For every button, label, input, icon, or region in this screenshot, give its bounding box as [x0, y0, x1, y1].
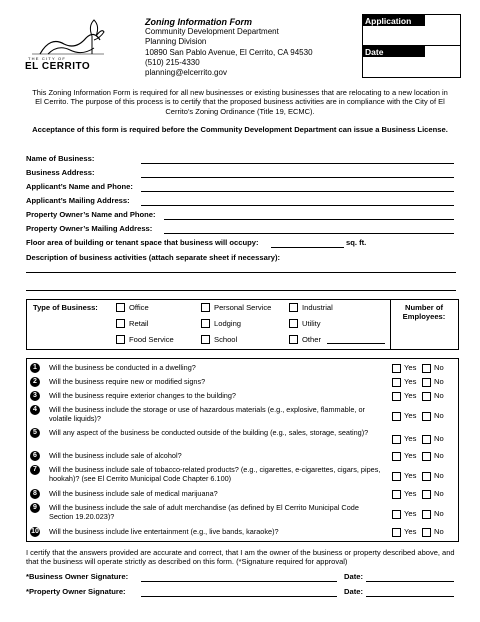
no-checkbox[interactable]: [422, 364, 431, 373]
industrial-checkbox[interactable]: [289, 303, 298, 312]
business-owner-signature-field[interactable]: [141, 581, 337, 582]
question-text: Will the business require exterior changes to the building?: [49, 391, 236, 400]
yes-label: Yes: [404, 509, 417, 518]
question-number: 4: [30, 405, 40, 415]
question-number: 3: [30, 391, 40, 401]
applicant-name-label: Applicant’s Name and Phone:: [26, 182, 133, 191]
yes-checkbox[interactable]: [392, 378, 401, 387]
yes-checkbox[interactable]: [392, 435, 401, 444]
yes-checkbox[interactable]: [392, 490, 401, 499]
yes-checkbox[interactable]: [392, 452, 401, 461]
date-received-label: Date Received:: [363, 46, 425, 57]
personal-service-checkbox[interactable]: [201, 303, 210, 312]
no-label: No: [434, 434, 444, 443]
question-text: Will the business include sale of tobacco-related products? (e.g., cigarettes, e-cigarettes, cigars, pipes, hookah)? (see El Cerrito Municipal Code Chapter 6.100): [49, 465, 381, 483]
food-service-option-label: Food Service: [129, 335, 174, 344]
school-option-label: School: [214, 335, 238, 344]
no-label: No: [434, 489, 444, 498]
other-option-label: Other: [302, 335, 321, 344]
no-checkbox[interactable]: [422, 392, 431, 401]
street-address: 10890 San Pablo Avenue, El Cerrito, CA 94530: [145, 47, 313, 57]
applicant-name-field[interactable]: [141, 191, 454, 192]
no-label: No: [434, 451, 444, 460]
division-line: Planning Division: [145, 37, 207, 47]
no-checkbox[interactable]: [422, 435, 431, 444]
applicant-address-label: Applicant’s Mailing Address:: [26, 196, 130, 205]
intro-paragraph: This Zoning Information Form is required for all new businesses or existing businesses that are relocating to a new location in El Cerrito. The purpose of this process is to certify that the proposed business activities are in compliance with the City of El Cerrito’s Zoning Ordinance (Title 19, ECMC).: [32, 88, 448, 116]
retail-checkbox[interactable]: [116, 319, 125, 328]
applicant-address-field[interactable]: [141, 205, 454, 206]
yes-label: Yes: [404, 451, 417, 460]
retail-option-label: Retail: [129, 319, 149, 328]
owner-address-field[interactable]: [164, 233, 454, 234]
question-number: 10: [31, 528, 39, 535]
no-checkbox[interactable]: [422, 472, 431, 481]
yes-checkbox[interactable]: [392, 472, 401, 481]
question-text: Will the business include the sale of adult merchandise (as defined by El Cerrito Municipal Code Section 19.20.023)?: [49, 503, 359, 521]
business-type-label: Type of Business:: [33, 303, 98, 312]
description-label: Description of business activities (attach separate sheet if necessary):: [26, 253, 281, 262]
description-line-1[interactable]: [26, 272, 456, 273]
property-owner-date-field[interactable]: [366, 596, 454, 597]
business-owner-date-field[interactable]: [366, 581, 454, 582]
yes-label: Yes: [404, 363, 417, 372]
business-name-label: Name of Business:: [26, 154, 95, 163]
no-label: No: [434, 411, 444, 420]
yes-label: Yes: [404, 527, 417, 536]
form-title: Zoning Information Form: [145, 17, 252, 27]
no-label: No: [434, 527, 444, 536]
logo-name-text: EL CERRITO: [25, 61, 91, 72]
personal-service-option-label: Personal Service: [214, 303, 272, 312]
no-label: No: [434, 391, 444, 400]
no-checkbox[interactable]: [422, 510, 431, 519]
question-number: 1: [30, 363, 40, 373]
question-number: 7: [30, 465, 40, 475]
no-checkbox[interactable]: [422, 412, 431, 421]
yes-checkbox[interactable]: [392, 364, 401, 373]
question-text: Will the business be conducted in a dwelling?: [49, 363, 196, 372]
yes-checkbox[interactable]: [392, 510, 401, 519]
no-checkbox[interactable]: [422, 490, 431, 499]
office-option-label: Office: [129, 303, 149, 312]
business-address-field[interactable]: [141, 177, 454, 178]
floor-area-label: Floor area of building or tenant space that business will occupy:: [26, 238, 259, 247]
question-text: Will the business include sale of alcohol?: [49, 451, 182, 460]
no-label: No: [434, 377, 444, 386]
owner-name-field[interactable]: [164, 219, 454, 220]
school-checkbox[interactable]: [201, 335, 210, 344]
employees-label: Number of Employees:: [402, 303, 446, 321]
no-checkbox[interactable]: [422, 528, 431, 537]
food-service-checkbox[interactable]: [116, 335, 125, 344]
acceptance-notice: Acceptance of this form is required before the Community Development Department can issue a Business License.: [32, 125, 448, 134]
question-number: 5: [30, 428, 40, 438]
industrial-option-label: Industrial: [302, 303, 333, 312]
other-checkbox[interactable]: [289, 335, 298, 344]
business-owner-date-label: Date:: [344, 572, 363, 581]
property-owner-signature-field[interactable]: [141, 596, 337, 597]
question-text: Will the business include live entertainment (e.g., live bands, karaoke)?: [49, 527, 279, 536]
owner-name-label: Property Owner’s Name and Phone:: [26, 210, 156, 219]
no-checkbox[interactable]: [422, 378, 431, 387]
yes-label: Yes: [404, 411, 417, 420]
question-text: Will any aspect of the business be conducted outside of the building (e.g., sales, storage, seating)?: [49, 428, 369, 437]
yes-checkbox[interactable]: [392, 528, 401, 537]
business-name-field[interactable]: [141, 163, 454, 164]
question-number: 2: [30, 377, 40, 387]
employees-field[interactable]: [396, 325, 452, 343]
email-line: planning@elcerrito.gov: [145, 68, 227, 78]
yes-label: Yes: [404, 377, 417, 386]
no-label: No: [434, 363, 444, 372]
no-label: No: [434, 471, 444, 480]
question-number: 9: [30, 503, 40, 513]
question-number: 8: [30, 489, 40, 499]
business-type-divider: [390, 299, 391, 349]
property-owner-date-label: Date:: [344, 587, 363, 596]
question-text: Will the business include the storage or use of hazardous materials (e.g., explosive, flammable, or volatile liquids)?: [49, 405, 365, 423]
property-owner-signature-label: *Property Owner Signature:: [26, 587, 126, 596]
question-number: 6: [30, 451, 40, 461]
no-checkbox[interactable]: [422, 452, 431, 461]
utility-option-label: Utility: [302, 319, 321, 328]
question-text: Will the business require new or modified signs?: [49, 377, 206, 386]
question-text: Will the business include sale of medical marijuana?: [49, 489, 218, 498]
business-owner-signature-label: *Business Owner Signature:: [26, 572, 129, 581]
description-line-2[interactable]: [26, 290, 456, 291]
yes-label: Yes: [404, 489, 417, 498]
no-label: No: [434, 509, 444, 518]
business-address-label: Business Address:: [26, 168, 95, 177]
yes-label: Yes: [404, 471, 417, 480]
utility-checkbox[interactable]: [289, 319, 298, 328]
other-type-field[interactable]: [327, 343, 385, 344]
yes-label: Yes: [404, 434, 417, 443]
application-no-label: Application No:: [363, 15, 425, 26]
certification-statement: I certify that the answers provided are accurate and correct, that I am the owner of the business or property described above, and that the business will operate strictly as described on this form. (*Signature required for approval): [26, 548, 455, 567]
owner-address-label: Property Owner’s Mailing Address:: [26, 224, 153, 233]
phone-line: (510) 215-4330: [145, 57, 200, 67]
floor-area-unit: sq. ft.: [346, 238, 367, 247]
yes-checkbox[interactable]: [392, 392, 401, 401]
dept-line: Community Development Department: [145, 27, 279, 37]
floor-area-field[interactable]: [271, 247, 344, 248]
office-use-box: [362, 14, 461, 78]
office-checkbox[interactable]: [116, 303, 125, 312]
form-header: [145, 17, 313, 78]
lodging-checkbox[interactable]: [201, 319, 210, 328]
lodging-option-label: Lodging: [214, 319, 242, 328]
logo-city-text: THE CITY OF: [28, 56, 67, 61]
yes-label: Yes: [404, 391, 417, 400]
yes-checkbox[interactable]: [392, 412, 401, 421]
